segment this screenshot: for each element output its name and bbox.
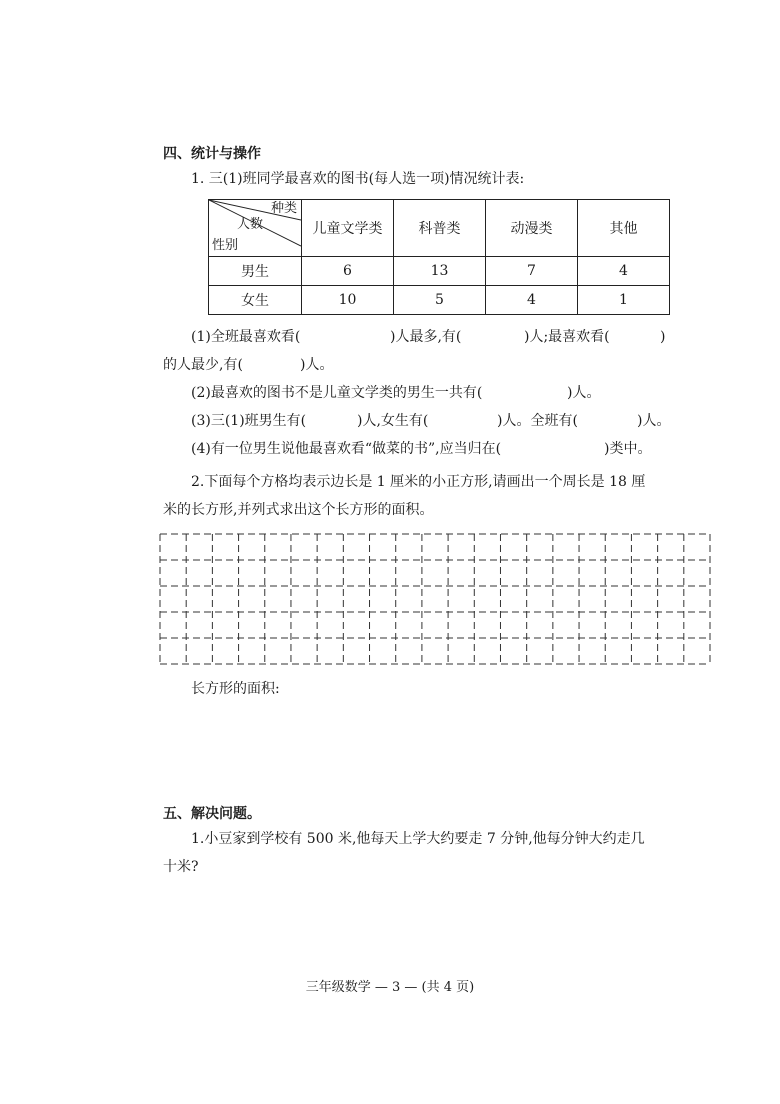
table-cell: 5 bbox=[394, 286, 486, 315]
table-cell: 1 bbox=[578, 286, 670, 315]
stats-table bbox=[208, 199, 670, 315]
table-cell: 4 bbox=[486, 286, 578, 315]
corner-gender-label: 性别 bbox=[212, 238, 239, 253]
sub2-text-b: )人。 bbox=[567, 385, 601, 401]
q1-intro: 1. 三(1)班同学最喜欢的图书(每人选一项)情况统计表: bbox=[191, 171, 525, 187]
sub3-text-a: (3)三(1)班男生有( bbox=[191, 413, 307, 429]
table-corner-cell bbox=[209, 200, 302, 257]
sub4-text-b: )类中。 bbox=[604, 441, 652, 457]
table-row bbox=[209, 257, 670, 286]
sub1-text-d: ) bbox=[660, 329, 666, 345]
sub3-text-c: )人。全班有( bbox=[497, 413, 578, 429]
sub1-text-b: )人最多,有( bbox=[390, 329, 462, 345]
dashed-square-grid[interactable] bbox=[159, 533, 711, 665]
sub2-text-a: (2)最喜欢的图书不是儿童文学类的男生一共有( bbox=[191, 385, 483, 401]
s5-q1-line1: 1.小豆家到学校有 500 米,他每天上学大约要走 7 分钟,他每分钟大约走几 bbox=[191, 831, 645, 847]
sub1-text-a: (1)全班最喜欢看( bbox=[191, 329, 301, 345]
area-label: 长方形的面积: bbox=[191, 681, 280, 697]
table-row bbox=[209, 286, 670, 315]
sub1-line2-a: 的人最少,有( bbox=[163, 357, 243, 373]
table-cell: 4 bbox=[578, 257, 670, 286]
corner-kind-label: 种类 bbox=[270, 201, 297, 216]
corner-count-label: 人数 bbox=[237, 217, 264, 232]
row-label: 女生 bbox=[209, 286, 302, 315]
table-cell: 10 bbox=[302, 286, 394, 315]
sub1-text-c: )人;最喜欢看( bbox=[524, 329, 610, 345]
sub1-line2-b: )人。 bbox=[300, 357, 334, 373]
column-header: 动漫类 bbox=[486, 200, 578, 257]
table-cell: 7 bbox=[486, 257, 578, 286]
sub3-text-d: )人。 bbox=[637, 413, 671, 429]
section4-title: 四、统计与操作 bbox=[163, 146, 261, 162]
row-label: 男生 bbox=[209, 257, 302, 286]
section5-title: 五、解决问题。 bbox=[163, 806, 261, 822]
column-header: 儿童文学类 bbox=[302, 200, 394, 257]
column-header: 其他 bbox=[578, 200, 670, 257]
sub3-text-b: )人,女生有( bbox=[357, 413, 429, 429]
column-header: 科普类 bbox=[394, 200, 486, 257]
table-cell: 6 bbox=[302, 257, 394, 286]
q2-line2: 米的长方形,并列式求出这个长方形的面积。 bbox=[163, 502, 434, 518]
sub4-text-a: (4)有一位男生说他最喜欢看“做菜的书”,应当归在( bbox=[191, 441, 502, 457]
page-footer: 三年级数学 — 3 — (共 4 页) bbox=[305, 980, 475, 995]
s5-q1-line2: 十米? bbox=[163, 859, 199, 875]
table-cell: 13 bbox=[394, 257, 486, 286]
q2-line1: 2.下面每个方格均表示边长是 1 厘米的小正方形,请画出一个周长是 18 厘 bbox=[191, 474, 646, 490]
